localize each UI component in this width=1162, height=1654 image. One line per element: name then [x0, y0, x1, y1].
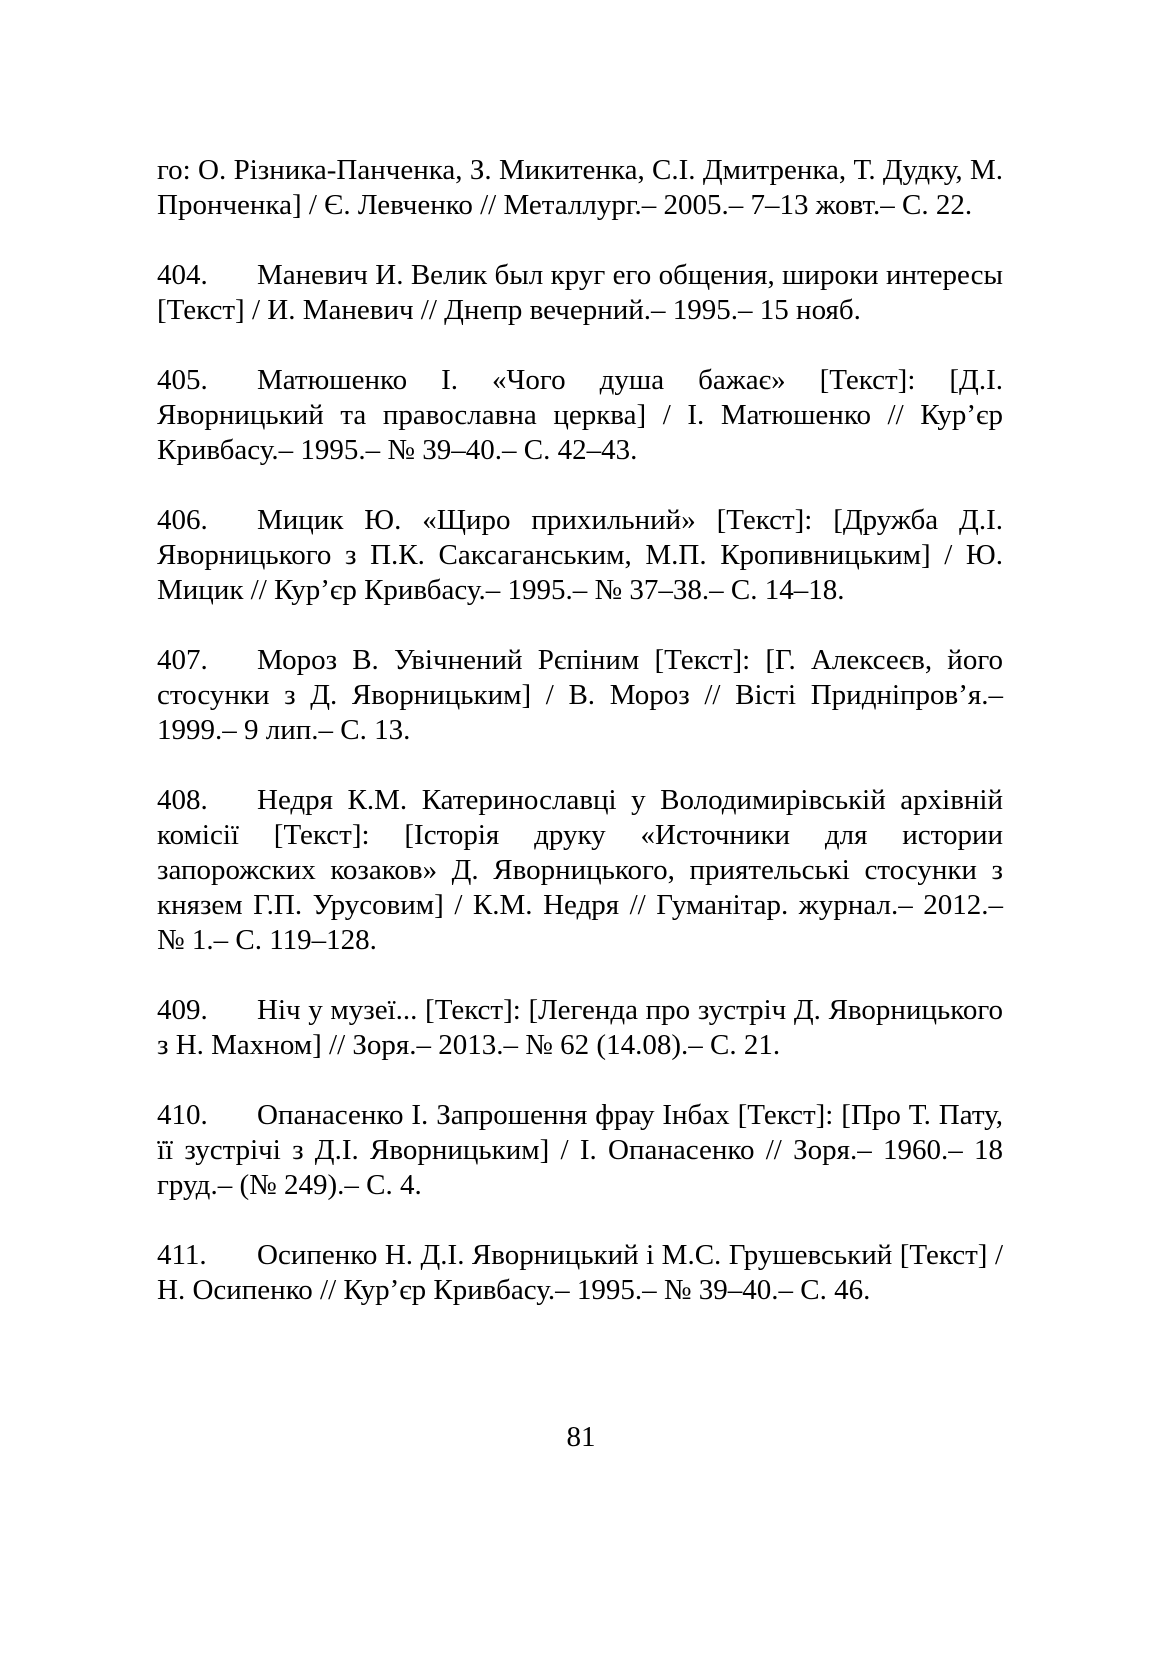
- entry-text: Мороз В. Увічнений Рєпіним [Текст]: [Г. Алексеєв, його стосунки з Д. Яворницьким] / В. Мороз // Вісті Придніпров’я.– 1999.– 9 лип.– С. 13.: [157, 644, 1003, 746]
- entry-text: Мицик Ю. «Щиро прихильний» [Текст]: [Дружба Д.І. Яворницького з П.К. Саксаганським, М.П. Кропивницьким] / Ю. Мицик // Кур’єр Кривбасу.– 1995.– № 37–38.– С. 14–18.: [157, 504, 1003, 606]
- entry-number: 407.: [157, 644, 208, 676]
- entry-text: Опанасенко І. Запрошення фрау Інбах [Текст]: [Про Т. Пату, її зустрічі з Д.І. Яворницьким] / І. Опанасенко // Зоря.– 1960.– 18 груд.– (№ 249).– С. 4.: [157, 1099, 1003, 1201]
- bibliography-entry-411: [157, 1238, 1003, 1308]
- entry-number: 410.: [157, 1099, 208, 1131]
- entry-number: 411.: [157, 1239, 207, 1271]
- entry-number: 405.: [157, 364, 208, 396]
- entry-number: 404.: [157, 259, 208, 291]
- bibliography-entry-405: [157, 363, 1003, 468]
- entry-number: 409.: [157, 994, 208, 1026]
- bibliography-list: [157, 153, 1003, 1343]
- bibliography-entry-404: [157, 258, 1003, 328]
- bibliography-entry-410: [157, 1098, 1003, 1203]
- entry-text: Осипенко Н. Д.І. Яворницький і М.С. Грушевський [Текст] / Н. Осипенко // Кур’єр Кривбасу.– 1995.– № 39–40.– С. 46.: [157, 1239, 1003, 1306]
- entry-number: 408.: [157, 784, 208, 816]
- entry-text: го: О. Різника-Панченка, З. Микитенка, С.І. Дмитренка, Т. Дудку, М. Пронченка] / Є. Левченко // Металлург.– 2005.– 7–13 жовт.– С. 22.: [157, 154, 1003, 221]
- bibliography-entry-408: [157, 783, 1003, 958]
- bibliography-entry-409: [157, 993, 1003, 1063]
- entry-text: Ніч у музеї... [Текст]: [Легенда про зустріч Д. Яворницького з Н. Махном] // Зоря.– 2013.– № 62 (14.08).– С. 21.: [157, 994, 1003, 1061]
- entry-text: Матюшенко І. «Чого душа бажає» [Текст]: [Д.І. Яворницький та православна церква] / І. Матюшенко // Кур’єр Кривбасу.– 1995.– № 39–40.– С. 42–43.: [157, 364, 1003, 466]
- entry-number: 406.: [157, 504, 208, 536]
- bibliography-entry-406: [157, 503, 1003, 608]
- entry-text: Недря К.М. Катеринославці у Володимирівській архівній комісії [Текст]: [Історія друку «Источники для истории запорожских козаков» Д. Яворницького, приятельські стосунки з князем Г.П. Урусовим] / К.М. Недря // Гуманітар. журнал.– 2012.– № 1.– С. 119–128.: [157, 784, 1003, 956]
- continuation-entry: [157, 153, 1003, 223]
- bibliography-entry-407: [157, 643, 1003, 748]
- entry-text: Маневич И. Велик был круг его общения, широки интересы [Текст] / И. Маневич // Днепр вечерний.– 1995.– 15 нояб.: [157, 259, 1003, 326]
- page-number: 81: [566, 1421, 596, 1453]
